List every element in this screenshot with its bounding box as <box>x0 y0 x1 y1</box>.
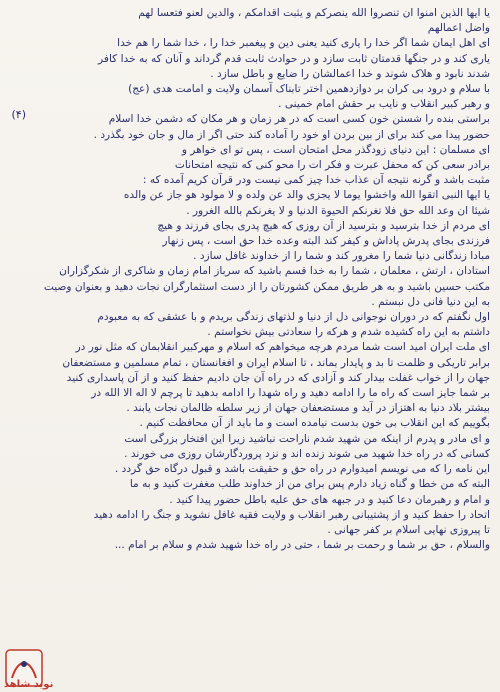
letter-line: اتحاد را حفظ کنید و از پشتیبانی رهبر انقلاب و ولایت فقیه غافل نشوید و جنگ را ادامه دهید <box>93 508 490 521</box>
watermark: نوید شاهد <box>4 679 54 690</box>
letter-line: شیئا ان وعد الله حق فلا تغرنکم الحیوة الدنیا و لا یغرنکم بالله الغرور . <box>186 204 490 217</box>
letter-body <box>10 6 490 553</box>
letter-line: و رهبر کبیر انقلاب و نایب بر حقش امام خمینی . <box>278 98 490 111</box>
letter-line: بر شما جایز است که راه ما را ادامه دهید و راه شهدا را ادامه بدهید تا پرچم لا اله الا الله در <box>91 387 490 400</box>
letter-line: بگوییم که این انقلاب بی خون بدست نیامده است و ما باید از آن محافظت کنیم . <box>139 417 490 430</box>
letter-line: مبادا زندگانی دنیا شما را مغرور کند و شما را از خداوند غافل سازد . <box>193 250 490 263</box>
letter-line: شدند نابود و هلاک شوند و خدا اعمالشان را ضایع و باطل سازد . <box>210 67 490 80</box>
letter-line: داشتم به این راه کشیده شدم و هرکه را سعادتی بیش نخواستم . <box>207 326 490 339</box>
letter-line: و امام و رهبرمان دعا کنید و در جبهه های حق علیه باطل حضور پیدا کنید . <box>169 493 490 506</box>
letter-line: استادان ، ارتش ، معلمان ، شما را به خدا قسم باشید که سرباز امام زمان و شاکری از شکرگزاران <box>59 265 490 278</box>
letter-line: تا پیروزی نهایی اسلام بر کفر جهانی . <box>327 523 490 536</box>
letter-line: برابر تاریکی و ظلمت تا بد و پایدار بماند ، تا اسلام ایران و افغانستان ، تمام مسلمین و مستضعفان <box>62 356 490 369</box>
letter-line: برادر سعی کن که محفل عبرت و فکر ات را محو کنی که نتیجه امتحانات <box>174 159 490 172</box>
letter-line: یا ایها الذین امنوا ان تنصروا الله ینصرکم و یثبت اقدامکم ، والدین لعنو فتعسا لهم <box>138 7 490 19</box>
letter-line: مکتب حسین باشید و به هر طریق ممکن کشورتان را از دست استثمارگران نجات دهید و بعنوان وصیت <box>43 280 490 293</box>
letter-line: اول نگفتم که در دوران نوجوانی دل از دنیا و لذتهای زندگی بریدم و با عشقی که به معبودم <box>97 311 490 324</box>
letter-line: ای مسلمان : این دنیای زودگذر محل امتحان است ، پس تو ای خواهر و <box>181 143 490 156</box>
letter-line: ای اهل ایمان شما اگر خدا را یاری کنید یعنی دین و پیغمبر خدا را ، خدا شما را هم خدا <box>117 37 490 50</box>
letter-line: کسانی که در راه خدا شهید می شوند زنده اند و نزد پروردگارشان روزی می خورند . <box>124 447 490 460</box>
letter-line: با سلام و درود بی کران بر دوازدهمین اختر تابناک آسمان ولایت و امامت هدی (عج) <box>128 83 490 96</box>
letter-line: واضل اعمالهم <box>427 22 490 35</box>
letter-line: جهان را از خواب غفلت بیدار کند و آزادی که در راه آن جان دادیم حفظ کنید و از آن پاسداری کنید <box>66 371 490 384</box>
letter-line: البته که من خطا و گناه زیاد دارم پس برای من از خداوند طلب مغفرت کنید و به ما <box>129 478 490 491</box>
letter-line: بیشتر بلاد دنیا به اهتزاز در آید و مستضعفان جهان از زیر سلطه ظالمان نجات یابند . <box>126 402 490 415</box>
letter-line: براستی بنده را شستن خون کسی است که در هر زمان و هر مکان که دشمن خدا اسلام <box>108 113 490 126</box>
letter-line: والسلام ، حق بر شما و رحمت بر شما ، حتی در راه خدا شهید شدم و سلام بر امام ... <box>114 539 490 552</box>
letter-line: فرزندی بجای پدرش پاداش و کیفر کند البته وعده خدا حق است ، پس زنهار <box>162 235 490 248</box>
letter-line: یا ایها النبی اتقوا الله واخشوا یوما لا یجزی والد عن ولده و لا مولود هو جاز عن والده <box>123 189 490 202</box>
letter-line: ای مردم از خدا بترسید و بترسید از آن روزی که هیچ پدری بجای فرزند و هیچ <box>157 219 490 232</box>
letter-line: حضور پیدا می کند برای از بین بردن او خود را آماده کند حتی اگر از مال و جان خود بگذرد . <box>93 128 490 141</box>
letter-line: و ای مادر و پدرم از اینکه من شهید شدم ناراحت نباشید زیرا این افتخار بزرگی است <box>124 432 490 445</box>
bracket-marker: (۴) <box>11 108 26 121</box>
letter-line: این نامه را که می نویسم امیدوارم در راه حق و حقیقت باشد و قبول درگاه حق گردد . <box>114 463 490 476</box>
letter-line: ای ملت ایران امید است شما مردم هرچه میخواهم که اسلام و مهرکبیر انقلابمان که مثل نور در <box>75 341 490 354</box>
letter-line: مثبت باشد و گرنه نتیجه آن عذاب خدا چیز کمی نیست ودر قرآن کریم آمده که : <box>142 174 490 187</box>
letter-line: به این دنیا فانی دل نبستم . <box>371 295 490 308</box>
letter-line: یاری کند و در جنگها قدمتان ثابت سازد و در حوادث ثابت قدم گرداند و آنان که به خدا کافر <box>98 52 490 65</box>
